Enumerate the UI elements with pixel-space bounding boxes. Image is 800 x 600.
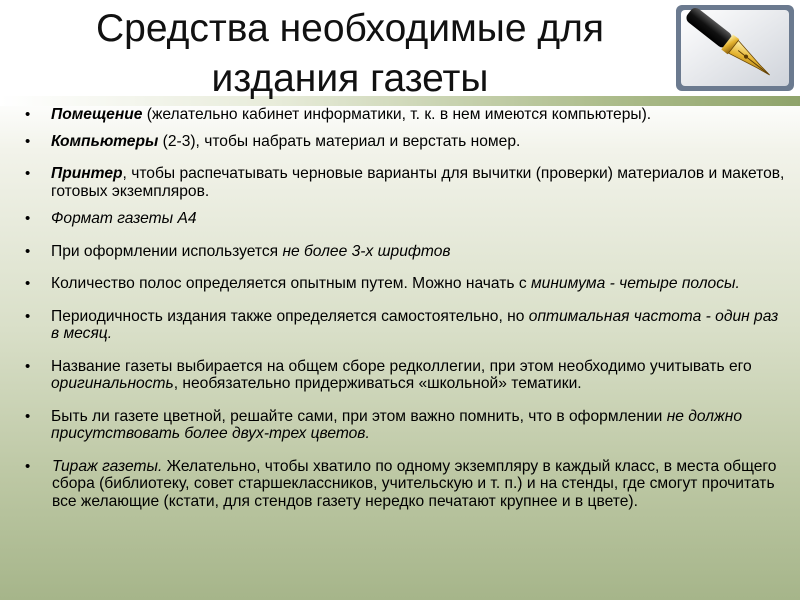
list-item: • Тираж газеты. Желательно, чтобы хватило по одному экземпляру в каждый класс, в места общего сбора (библиотеку, совет старшеклассников, учительскую и т. п.) и на стенды, где смогут прочитать все желающие (кстати, для стендов газету нередко печатают крупнее и в цвете). [25, 457, 777, 510]
bullet-icon: • [25, 407, 31, 425]
bullet-icon: • [25, 457, 31, 475]
bullet-icon: • [25, 165, 31, 182]
list-item: • Принтер, чтобы распечатывать черновые варианты для вычитки (проверки) материалов и макетов, готовых экземпляров. [25, 165, 785, 200]
slide-title-line-2: издания газеты [211, 57, 489, 100]
list-item: • Количество полос определяется опытным путем. Можно начать с минимума - четыре полосы. [25, 275, 740, 292]
list-item: • Помещение (желательно кабинет информатики, т. к. в нем имеются компьютеры). [25, 106, 652, 123]
slide-title-line-1: Средства необходимые для [95, 7, 604, 50]
slide-title [20, 4, 680, 104]
bullet-icon: • [25, 307, 31, 325]
fountain-pen-icon [672, 2, 798, 94]
list-item: • Периодичность издания также определяется самостоятельно, но оптимальная частота - один раз в месяц. [25, 307, 779, 342]
list-item: • При оформлении используется не более 3-х шрифтов [25, 242, 451, 260]
list-item: • Название газеты выбирается на общем сборе редколлегии, при этом необходимо учитывать его оригинальность, необязательно придерживаться «школьной» тематики. [25, 357, 752, 392]
bullet-icon: • [25, 357, 31, 375]
list-item: • Быть ли газете цветной, решайте сами, при этом важно помнить, что в оформлении не должно присутствовать более двух-трех цветов. [25, 407, 743, 442]
bullet-icon: • [25, 210, 31, 227]
bullet-icon: • [25, 242, 31, 260]
bullet-icon: • [25, 132, 31, 150]
bullet-list [23, 106, 788, 510]
bullet-icon: • [25, 275, 31, 292]
list-item: • Компьютеры (2-3), чтобы набрать материал и верстать номер. [25, 132, 521, 150]
bullet-icon: • [25, 106, 31, 123]
list-item: • Формат газеты А4 [25, 210, 197, 227]
